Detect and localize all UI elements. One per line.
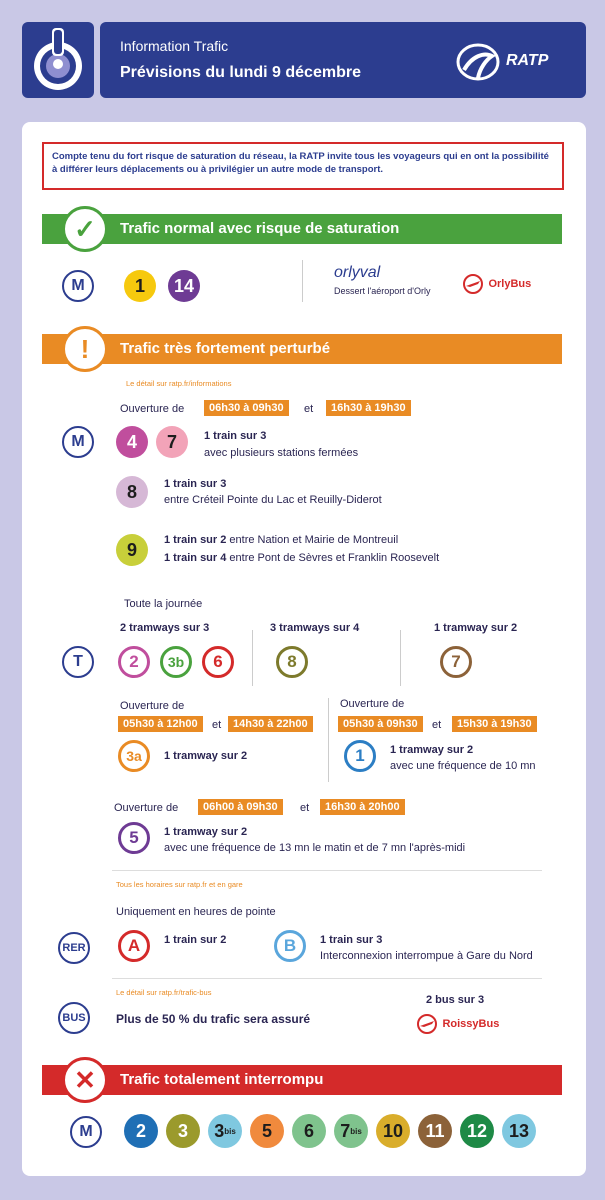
disrupted-traffic-heading: Trafic très fortement perturbé — [120, 340, 331, 357]
disrupted-traffic-bar — [42, 334, 562, 364]
metro-line-number: 7 — [340, 1120, 351, 1141]
tram-line-3b-badge: 3b — [160, 646, 192, 678]
tram-line-6-badge: 6 — [202, 646, 234, 678]
t5-text1: 1 tramway sur 2 — [164, 826, 248, 838]
metro-line-number: 13 — [508, 1120, 530, 1141]
t5-slot-2: 16h30 à 20h00 — [320, 799, 405, 815]
interrupted-traffic-bar — [42, 1065, 562, 1095]
alert-icon-box — [22, 22, 94, 98]
metro-line-badge — [418, 1114, 452, 1148]
metro-opening-label: Ouverture de — [120, 403, 185, 415]
l9-line1-rest: entre Nation et Mairie de Montreuil — [226, 534, 399, 546]
rer-a-badge: A — [118, 930, 150, 962]
metro-line-badge — [208, 1114, 242, 1148]
l47-line2: avec plusieurs stations fermées — [204, 447, 359, 459]
divider — [328, 698, 329, 782]
t1-slot-2: 15h30 à 19h30 — [452, 716, 537, 732]
divider — [252, 630, 253, 686]
rer-peak-only: Uniquement en heures de pointe — [116, 906, 276, 918]
header-title: Prévisions du lundi 9 décembre — [120, 64, 361, 81]
detail-link[interactable]: Le détail sur ratp.fr/informations — [126, 379, 232, 388]
metro-line-badge — [250, 1114, 284, 1148]
tram-line-3a-badge: 3a — [118, 740, 150, 772]
metro-line-8-badge: 8 — [116, 476, 148, 508]
metro-line-number: 5 — [261, 1120, 272, 1141]
l9-line2-rest: entre Pont de Sèvres et Franklin Roosevelt — [226, 552, 440, 564]
l9-line2 — [164, 552, 439, 564]
rer-icon: RER — [58, 932, 90, 964]
t3a-text: 1 tramway sur 2 — [164, 750, 248, 762]
exclamation-icon: ! — [62, 326, 108, 372]
divider — [112, 978, 542, 979]
metro-icon: M — [62, 270, 94, 302]
metro-icon: M — [62, 426, 94, 458]
metro-line-badge — [292, 1114, 326, 1148]
tram-line-1-badge: 1 — [344, 740, 376, 772]
metro-line-1-badge: 1 — [124, 270, 156, 302]
metro-line-14-badge: 14 — [168, 270, 200, 302]
metro-line-badge — [460, 1114, 494, 1148]
cross-icon: ✕ — [62, 1057, 108, 1103]
divider — [400, 630, 401, 686]
metro-line-suffix: bis — [224, 1126, 236, 1136]
t1-text1: 1 tramway sur 2 — [390, 744, 474, 756]
bus-icon: BUS — [58, 1002, 90, 1034]
t1-and: et — [432, 719, 442, 731]
metro-line-number: 11 — [425, 1120, 445, 1141]
tram-icon: T — [62, 646, 94, 678]
header-subtitle: Information Trafic — [120, 38, 229, 54]
t1-opening: Ouverture de — [340, 698, 405, 710]
tram-line-7-badge: 7 — [440, 646, 472, 678]
divider — [112, 870, 542, 871]
roissybus-label: RoissyBus — [442, 1018, 500, 1030]
tram-group2-label: 3 tramways sur 4 — [270, 622, 360, 634]
tram-group3-label: 1 tramway sur 2 — [434, 622, 518, 634]
orlyval-logo: orlyval — [334, 264, 381, 281]
check-icon: ✓ — [62, 206, 108, 252]
metro-line-suffix: bis — [350, 1126, 362, 1136]
header — [100, 22, 586, 98]
metro-line-badge — [334, 1114, 368, 1148]
interrupted-lines — [124, 1114, 564, 1150]
tram-line-5-badge: 5 — [118, 822, 150, 854]
l47-line1: 1 train sur 3 — [204, 430, 267, 442]
l8-line2: entre Créteil Pointe du Lac et Reuilly-Diderot — [164, 494, 382, 506]
metro-line-number: 12 — [466, 1120, 488, 1141]
rer-b-text2: Interconnexion interrompue à Gare du Nord — [320, 950, 533, 962]
tram-group1-label: 2 tramways sur 3 — [120, 622, 210, 634]
rer-b-text1: 1 train sur 3 — [320, 934, 383, 946]
t5-text2: avec une fréquence de 13 mn le matin et de 7 mn l'après-midi — [164, 842, 466, 854]
orlybus-label: OrlyBus — [488, 278, 532, 290]
t5-opening: Ouverture de — [114, 802, 179, 814]
l9-line2-bold: 1 train sur 4 — [164, 552, 227, 564]
metro-line-number: 3 — [177, 1120, 188, 1141]
interrupted-traffic-heading: Trafic totalement interrompu — [120, 1071, 324, 1088]
l9-line1 — [164, 534, 398, 546]
alert-icon — [22, 22, 94, 98]
plane-icon — [416, 1014, 438, 1034]
l8-line1: 1 train sur 3 — [164, 478, 227, 490]
t3a-and: et — [212, 719, 222, 731]
metro-line-number: 3 — [214, 1120, 225, 1141]
rer-link[interactable]: Tous les horaires sur ratp.fr et en gare — [116, 880, 243, 889]
metro-line-badge — [502, 1114, 536, 1148]
t5-and: et — [300, 802, 310, 814]
tram-all-day: Toute la journée — [124, 598, 203, 610]
l9-line1-bold: 1 train sur 2 — [164, 534, 227, 546]
metro-icon: M — [70, 1116, 102, 1148]
rer-b-badge: B — [274, 930, 306, 962]
traffic-card — [22, 122, 586, 1176]
roissybus-count: 2 bus sur 3 — [426, 994, 485, 1006]
metro-line-number: 10 — [382, 1120, 404, 1141]
metro-line-4-badge: 4 — [116, 426, 148, 458]
divider — [302, 260, 303, 302]
plane-icon — [462, 274, 484, 294]
t1-slot-1: 05h30 à 09h30 — [338, 716, 423, 732]
tram-line-2-badge: 2 — [118, 646, 150, 678]
metro-line-7-badge: 7 — [156, 426, 188, 458]
roissybus-logo — [416, 1014, 499, 1034]
metro-slot-2: 16h30 à 19h30 — [326, 400, 411, 416]
metro-and: et — [304, 403, 314, 415]
metro-line-number: 2 — [135, 1120, 146, 1141]
normal-traffic-bar — [42, 214, 562, 244]
notice-box: Compte tenu du fort risque de saturation du réseau, la RATP invite tous les voyageurs qui en ont la possibilité à différer leurs déplacements ou à privilégier un autre mode de transport. — [42, 142, 564, 190]
metro-line-9-badge: 9 — [116, 534, 148, 566]
ratp-brand: RATP — [506, 52, 549, 69]
metro-slot-1: 06h30 à 09h30 — [204, 400, 289, 416]
orlyval-caption: Dessert l'aéroport d'Orly — [334, 286, 431, 296]
t1-text2: avec une fréquence de 10 mn — [390, 760, 536, 772]
metro-line-number: 6 — [303, 1120, 314, 1141]
t3a-opening: Ouverture de — [120, 700, 185, 712]
metro-line-badge — [376, 1114, 410, 1148]
rer-a-text: 1 train sur 2 — [164, 934, 227, 946]
tram-line-8-badge: 8 — [276, 646, 308, 678]
metro-line-badge — [166, 1114, 200, 1148]
ratp-logo-icon — [456, 42, 500, 82]
t5-slot-1: 06h00 à 09h30 — [198, 799, 283, 815]
normal-traffic-heading: Trafic normal avec risque de saturation — [120, 220, 400, 237]
metro-line-badge — [124, 1114, 158, 1148]
t3a-slot-2: 14h30 à 22h00 — [228, 716, 313, 732]
t3a-slot-1: 05h30 à 12h00 — [118, 716, 203, 732]
bus-text: Plus de 50 % du trafic sera assuré — [116, 1012, 311, 1026]
bus-link[interactable]: Le détail sur ratp.fr/trafic-bus — [116, 988, 212, 997]
orlybus-logo — [462, 274, 531, 294]
